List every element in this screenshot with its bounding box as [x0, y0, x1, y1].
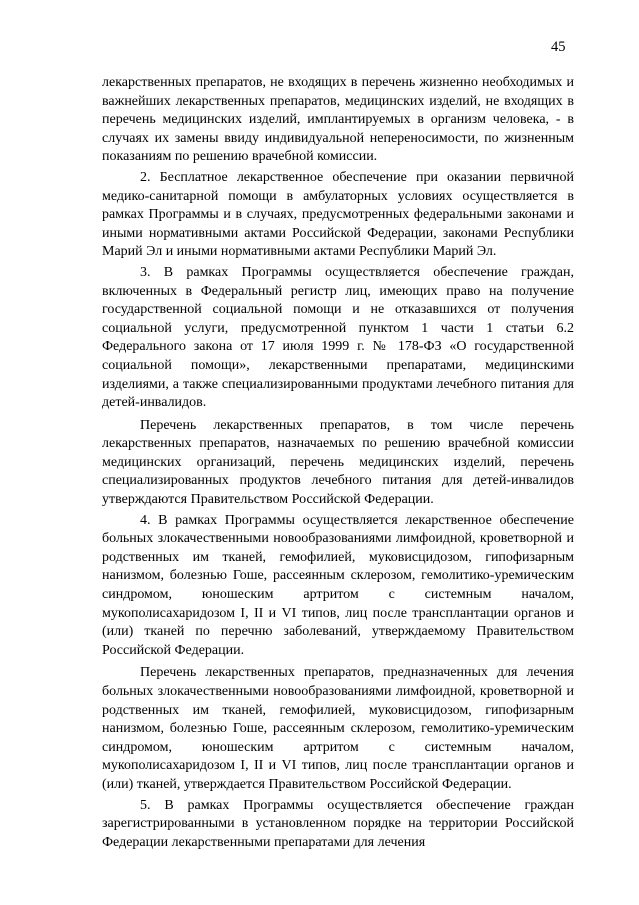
body-text [102, 74, 574, 854]
page-number: 45 [551, 39, 566, 55]
paragraph-item-5: 5. В рамках Программы осуществляется обеспечение граждан зарегистрированными в установленном порядке на территории Российской Федерации лекарственными препаратами для лечения [102, 797, 574, 850]
paragraph-drug-list: Перечень лекарственных препаратов, в том числе перечень лекарственных препаратов, назначаемых по решению врачебной комиссии медицинских организаций, перечень медицинских изделий, перечень специализированных продуктов лечебного питания для детей-инвалидов утверждаются Правительством Российской Федерации. [102, 417, 574, 508]
paragraph-item-3: 3. В рамках Программы осуществляется обеспечение граждан, включенных в Федеральный регистр лиц, имеющих право на получение государственной социальной помощи и не отказавшихся от получения социальной услуги, предусмотренной пунктом 1 части 1 статьи 6.2 Федерального закона от 17 июля 1999 г. № 178-ФЗ «О государственной социальной помощи», лекарственными препаратами, медицинскими изделиями, а также специализированными продуктами лечебного питания для детей-инвалидов. [102, 264, 574, 411]
paragraph-item-4: 4. В рамках Программы осуществляется лекарственное обеспечение больных злокачественными новообразованиями лимфоидной, кроветворной и родственных им тканей, гемофилией, муковисцидозом, гипофизарным нанизмом, болезнью Гоше, рассеянным склерозом, гемолитико-уремическим синдромом, юношеским артритом с системным началом, мукополисахаридозом I, II и VI типов, лиц после трансплантации органов и (или) тканей по перечню заболеваний, утверждаемому Правительством Российской Федерации. [102, 512, 574, 658]
paragraph-oncology-drug-list: Перечень лекарственных препаратов, предназначенных для лечения больных злокачественными новообразованиями лимфоидной, кроветворной и родственных им тканей, гемофилией, муковисцидозом, гипофизарным нанизмом, болезнью Гоше, рассеянным склерозом, гемолитико-уремическим синдромом, юношеским артритом с системным началом, мукополисахаридозом I, II и VI типов, лиц после трансплантации органов и (или) тканей, утверждается Правительством Российской Федерации. [102, 665, 574, 792]
paragraph-item-2: 2. Бесплатное лекарственное обеспечение при оказании первичной медико-санитарной помощи в амбулаторных условиях осуществляется в рамках Программы и в случаях, предусмотренных федеральными законами и иными нормативными актами Российской Федерации, законами Республики Марий Эл и иными нормативными актами Республики Марий Эл. [102, 169, 574, 260]
paragraph-continuation: лекарственных препаратов, не входящих в перечень жизненно необходимых и важнейших лекарственных препаратов, медицинских изделий, не входящих в перечень медицинских изделий, имплантируемых в организм человека, - в случаях их замены ввиду индивидуальной непереносимости, по жизненным показаниям по решению врачебной комиссии. [102, 75, 574, 165]
